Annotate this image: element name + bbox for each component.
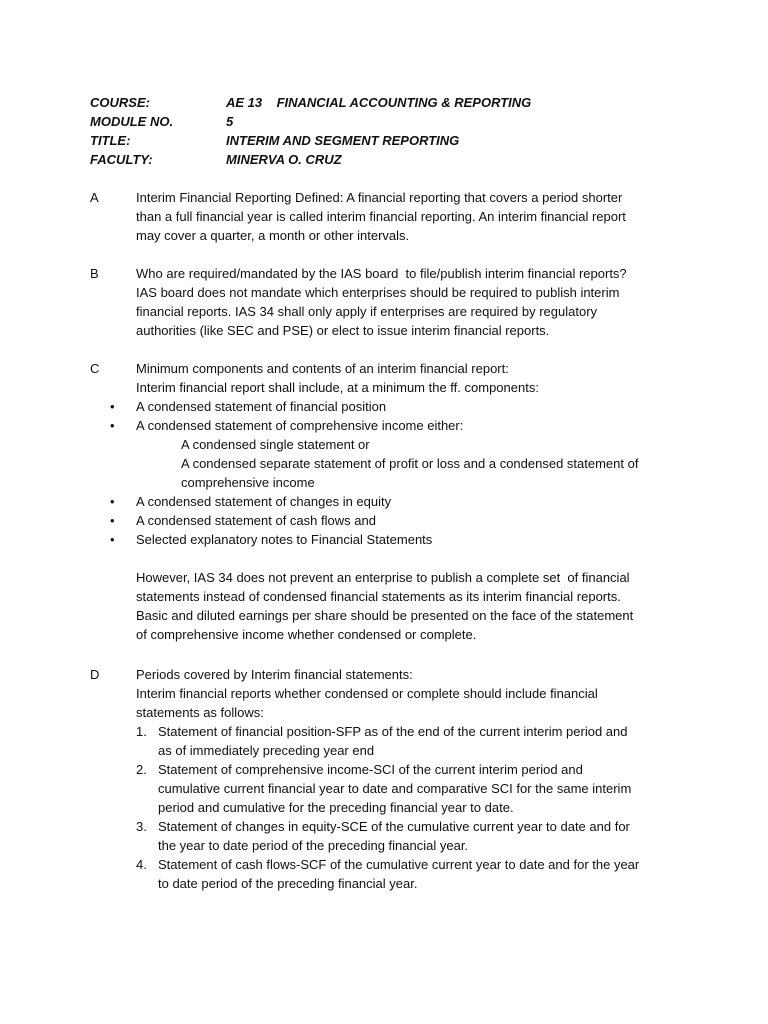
faculty-row xyxy=(90,150,531,169)
section-intro-line: Periods covered by Interim financial statements: xyxy=(136,667,413,682)
bullet-text: A condensed statement of comprehensive income either: xyxy=(136,418,464,433)
bullet-icon: • xyxy=(110,418,115,433)
bullet-text: A condensed statement of cash flows and xyxy=(136,513,376,528)
numbered-item xyxy=(136,817,680,836)
faculty-value: MINERVA O. CRUZ xyxy=(226,152,342,167)
bullet-item xyxy=(110,530,680,549)
course-value: AE 13 FINANCIAL ACCOUNTING & REPORTING xyxy=(226,95,532,110)
item-text-continued: to date period of the preceding financial year. xyxy=(158,876,418,891)
module-label: MODULE NO. xyxy=(90,114,174,129)
bullet-item xyxy=(110,511,680,530)
section-c xyxy=(90,359,680,644)
bullet-text: Selected explanatory notes to Financial Statements xyxy=(136,532,433,547)
section-intro-line: statements as follows: xyxy=(136,705,264,720)
sub-item: comprehensive income xyxy=(181,475,315,490)
bullet-item xyxy=(110,416,680,435)
title-label: TITLE: xyxy=(90,133,131,148)
section-intro-line: Interim financial report shall include, at a minimum the ff. components: xyxy=(136,380,539,395)
bullet-icon: • xyxy=(110,513,115,528)
section-letter: D xyxy=(90,667,100,682)
section-d xyxy=(90,665,680,893)
item-number: 4. xyxy=(136,857,147,872)
bullet-text: A condensed statement of changes in equity xyxy=(136,494,392,509)
item-number: 3. xyxy=(136,819,147,834)
numbered-item xyxy=(136,722,680,741)
section-a xyxy=(90,188,680,245)
item-text: Statement of cash flows-SCF of the cumulative current year to date and for the year xyxy=(158,857,640,872)
paragraph-line: IAS board does not mandate which enterprises should be required to publish interim xyxy=(136,285,620,300)
item-text-continued: the year to date period of the preceding financial year. xyxy=(158,838,469,853)
item-number: 1. xyxy=(136,724,147,739)
item-text: Statement of changes in equity-SCE of the cumulative current year to date and for xyxy=(158,819,630,834)
bullet-item xyxy=(110,492,680,511)
title-value: INTERIM AND SEGMENT REPORTING xyxy=(226,133,460,148)
paragraph-line: Interim Financial Reporting Defined: A financial reporting that covers a period shorter xyxy=(136,190,623,205)
paragraph-line: authorities (like SEC and PSE) or elect to issue interim financial reports. xyxy=(136,323,550,338)
item-text-continued: cumulative current financial year to date and comparative SCI for the same interim xyxy=(158,781,632,796)
item-text: Statement of financial position-SFP as of the end of the current interim period and xyxy=(158,724,628,739)
paragraph-line: may cover a quarter, a month or other intervals. xyxy=(136,228,410,243)
course-header xyxy=(90,93,531,169)
section-letter: C xyxy=(90,361,100,376)
title-row xyxy=(90,131,531,150)
item-number: 2. xyxy=(136,762,147,777)
section-intro-line: Interim financial reports whether condensed or complete should include financial xyxy=(136,686,598,701)
bullet-icon: • xyxy=(110,494,115,509)
item-text: Statement of comprehensive income-SCI of the current interim period and xyxy=(158,762,583,777)
sub-item: A condensed single statement or xyxy=(181,437,370,452)
numbered-item xyxy=(136,855,680,874)
sub-item: A condensed separate statement of profit or loss and a condensed statement of xyxy=(181,456,639,471)
bullet-icon: • xyxy=(110,399,115,414)
item-text-continued: period and cumulative for the preceding financial year to date. xyxy=(158,800,514,815)
numbered-item xyxy=(136,760,680,779)
bullet-item xyxy=(110,397,680,416)
paragraph-line: However, IAS 34 does not prevent an enterprise to publish a complete set of financial xyxy=(136,570,630,585)
section-letter: A xyxy=(90,190,99,205)
paragraph-line: statements instead of condensed financial statements as its interim financial reports. xyxy=(136,589,621,604)
course-label: COURSE: xyxy=(90,95,150,110)
section-letter: B xyxy=(90,266,99,281)
item-text-continued: as of immediately preceding year end xyxy=(158,743,375,758)
module-value: 5 xyxy=(226,114,234,129)
paragraph-line: Who are required/mandated by the IAS board to file/publish interim financial reports? xyxy=(136,266,627,281)
paragraph-line: Basic and diluted earnings per share should be presented on the face of the statement xyxy=(136,608,634,623)
course-row xyxy=(90,93,531,112)
paragraph-line: financial reports. IAS 34 shall only apply if enterprises are required by regulatory xyxy=(136,304,598,319)
section-intro-line: Minimum components and contents of an interim financial report: xyxy=(136,361,509,376)
bullet-icon: • xyxy=(110,532,115,547)
paragraph-line: than a full financial year is called interim financial reporting. An interim financial report xyxy=(136,209,626,224)
section-b xyxy=(90,264,680,340)
module-row xyxy=(90,112,531,131)
bullet-text: A condensed statement of financial position xyxy=(136,399,387,414)
faculty-label: FACULTY: xyxy=(90,152,153,167)
paragraph-line: of comprehensive income whether condensed or complete. xyxy=(136,627,477,642)
